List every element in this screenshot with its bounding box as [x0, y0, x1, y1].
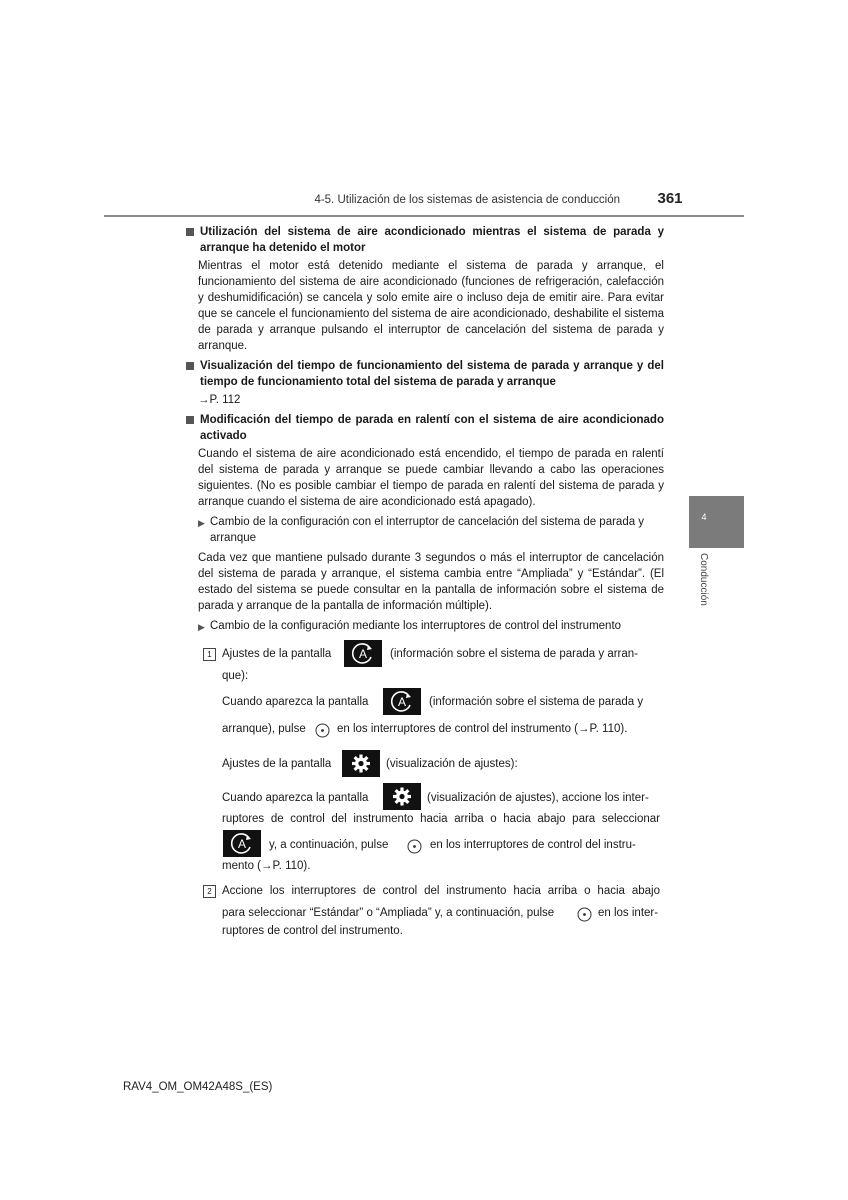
svg-text:A: A	[358, 647, 368, 661]
enter-button-icon	[315, 723, 330, 738]
step-text: Ajustes de la pantalla	[222, 758, 332, 770]
gear-icon	[383, 783, 421, 810]
heading-text: Visualización del tiempo de funcionamiento del sistema de parada y arranque y del tiempo de funcionamiento total del sistema de parada y arranque	[200, 360, 664, 388]
step-text: (información sobre el sistema de parada y arran-	[390, 648, 639, 660]
triangle-bullet-icon: ▶	[198, 622, 205, 632]
chapter-label: Conducción	[698, 553, 709, 606]
subheading-2: ▶ Cambio de la configuración mediante los interruptores de control del instrumento	[198, 618, 664, 635]
auto-stop-icon	[223, 830, 261, 857]
svg-text:A: A	[397, 695, 407, 709]
step-text: en los interruptores de control del instru-	[430, 839, 636, 851]
step-number: 1	[203, 648, 216, 661]
page-number: 361	[657, 190, 683, 207]
step-text: (visualización de ajustes), accione los inter-	[427, 792, 649, 804]
section-body-2: →P. 112	[198, 394, 241, 406]
step-text: (información sobre el sistema de parada y	[429, 696, 644, 708]
step-text: para seleccionar “Estándar” o “Ampliada” y, a continuación, pulse	[222, 907, 555, 919]
main-content	[184, 223, 664, 639]
step-text: mento (→P. 110).	[222, 860, 311, 872]
section-title: 4-5. Utilización de los sistemas de asistencia de conducción	[314, 194, 620, 206]
step-text: (visualización de ajustes):	[386, 758, 518, 770]
step-text: Accione los interruptores de control del instrumento hacia arriba o hacia abajo	[222, 885, 660, 897]
section-heading-1	[184, 224, 664, 256]
square-bullet-icon	[186, 416, 194, 424]
section-heading-3	[184, 412, 664, 444]
heading-text: Modificación del tiempo de parada en ralentí con el sistema de aire acondicionado activado	[200, 414, 664, 442]
section-heading-2	[184, 358, 664, 390]
step-text: en los interruptores de control del instrumento (→P. 110).	[337, 723, 628, 735]
square-bullet-icon	[186, 228, 194, 236]
document-code: RAV4_OM_OM42A48S_(ES)	[123, 1081, 273, 1093]
step-text: ruptores de control del instrumento.	[222, 925, 403, 937]
step-text: Cuando aparezca la pantalla	[222, 696, 369, 708]
step-text: Ajustes de la pantalla	[222, 648, 332, 660]
step-number: 2	[203, 885, 216, 898]
auto-stop-icon	[344, 640, 382, 667]
heading-text: Utilización del sistema de aire acondicionado mientras el sistema de parada y arranque ha detenido el motor	[200, 226, 664, 254]
chapter-number: 4	[701, 512, 707, 522]
step-text: arranque), pulse	[222, 723, 306, 735]
step-text: ruptores de control del instrumento hacia arriba o hacia abajo para seleccionar	[222, 813, 660, 825]
header-divider	[104, 215, 744, 217]
step-text: y, a continuación, pulse	[269, 839, 389, 851]
square-bullet-icon	[186, 362, 194, 370]
subheading-1: ▶ Cambio de la configuración con el interruptor de cancelación del sistema de parada y arranque	[198, 516, 645, 544]
svg-text:A: A	[237, 837, 247, 851]
auto-stop-icon	[383, 688, 421, 715]
enter-button-icon	[577, 907, 592, 922]
gear-icon	[342, 750, 380, 777]
subheading-1-body: Cada vez que mantiene pulsado durante 3 segundos o más el interruptor de cancelación del sistema de parada y arranque, el sistema cambia entre “Ampliada” y “Estándar”. (El estado del sistema se puede consultar en la pantalla de información sobre el sistema de parada y arranque de la pantalla de información múltiple).	[198, 552, 664, 612]
chapter-label-container	[697, 553, 711, 623]
section-body-1: Mientras el motor está detenido mediante el sistema de parada y arranque, el funcionamiento del sistema de aire acondicionado (funciones de refrigeración, calefacción y deshumidificación) se cancela y solo emite aire o incluso deja de emitir aire. Para evitar que se cancele el funcionamiento del sistema de aire acondicionado, deshabilite el sistema de parada y arranque pulsando el interruptor de cancelación del sistema de parada y arranque.	[198, 260, 664, 352]
chapter-tab	[689, 496, 744, 548]
triangle-bullet-icon: ▶	[198, 518, 205, 528]
section-body-3: Cuando el sistema de aire acondicionado está encendido, el tiempo de parada en ralentí del sistema de parada y arranque se puede cambiar llevando a cabo las operaciones siguientes. (No es posible cambiar el tiempo de parada en ralentí del sistema de parada y arranque cuando el sistema de aire acondicionado está apagado).	[198, 448, 664, 508]
step-text: en los inter-	[598, 907, 659, 919]
step-text: Cuando aparezca la pantalla	[222, 792, 369, 804]
step-text: que):	[222, 670, 249, 682]
enter-button-icon	[407, 839, 422, 854]
